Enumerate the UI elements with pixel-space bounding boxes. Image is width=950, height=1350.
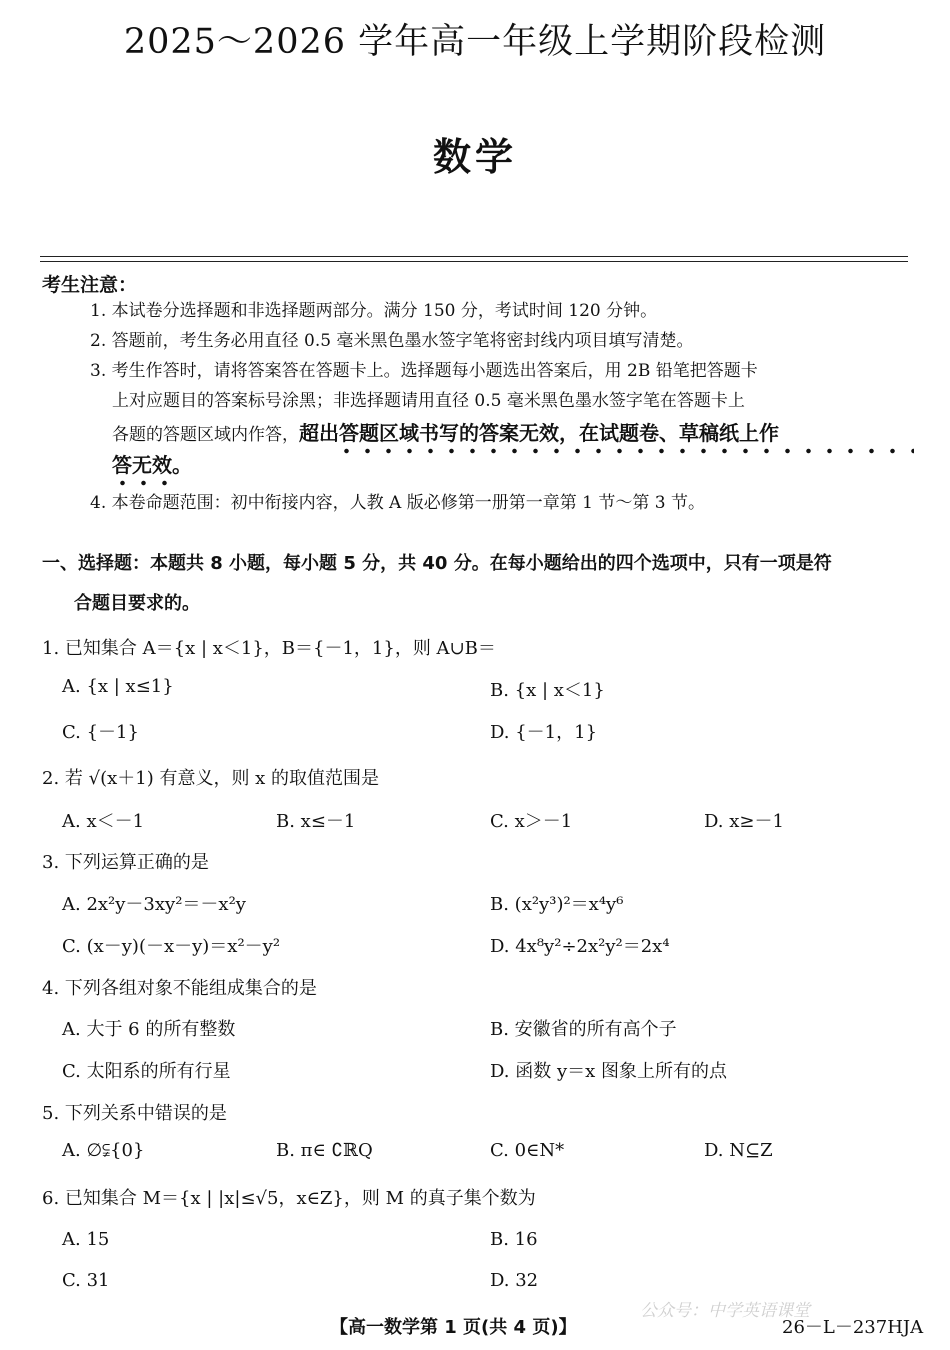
- notice-item-3-line-3: [112, 418, 779, 450]
- q1-option-d[interactable]: D. {－1，1}: [490, 722, 598, 743]
- q1-option-b[interactable]: B. {x | x＜1}: [490, 680, 605, 701]
- divider-top: [40, 256, 908, 257]
- q6-option-a[interactable]: A. 15: [62, 1229, 110, 1250]
- q2-option-a[interactable]: A. x＜－1: [62, 811, 145, 832]
- notice-heading: 考生注意：: [42, 274, 138, 296]
- q3-option-a[interactable]: A. 2x²y－3xy²＝－x²y: [62, 894, 246, 915]
- q4-option-d[interactable]: D. 函数 y＝x 图象上所有的点: [490, 1061, 727, 1082]
- watermark: 公众号：中学英语课堂: [640, 1301, 810, 1321]
- notice-item-2: 2. 答题前，考生务必用直径 0.5 毫米黑色墨水签字笔将密封线内项目填写清楚。: [90, 331, 694, 351]
- emphasis-dots-1: [336, 448, 914, 454]
- question-5: 5. 下列关系中错误的是: [42, 1103, 227, 1124]
- q1-option-c[interactable]: C. {－1}: [62, 722, 139, 743]
- question-4: 4. 下列各组对象不能组成集合的是: [42, 978, 317, 999]
- q1-option-a[interactable]: A. {x | x≤1}: [62, 676, 174, 697]
- q6-option-d[interactable]: D. 32: [490, 1270, 539, 1291]
- notice-item-3-line-2: 上对应题目的答案标号涂黑；非选择题请用直径 0.5 毫米黑色墨水签字笔在答题卡上: [112, 391, 745, 411]
- divider-bottom: [40, 261, 908, 262]
- notice-item-4: 4. 本卷命题范围：初中衔接内容，人教 A 版必修第一册第一章第 1 节～第 3 节。: [90, 493, 705, 513]
- q3-option-b[interactable]: B. (x²y³)²＝x⁴y⁶: [490, 894, 624, 915]
- q4-option-b[interactable]: B. 安徽省的所有高个子: [490, 1019, 677, 1040]
- q5-option-d[interactable]: D. N⊆Z: [704, 1140, 773, 1161]
- emphasis-dots-2: [112, 480, 178, 486]
- page-title: 2025～2026 学年高一年级上学期阶段检测: [123, 22, 827, 62]
- q6-option-c[interactable]: C. 31: [62, 1270, 110, 1291]
- question-6: 6. 已知集合 M＝{x | |x|≤√5，x∈Z}，则 M 的真子集个数为: [42, 1188, 536, 1209]
- notice-item-3-line-4: [112, 450, 192, 482]
- notice-emphasis: 超出答题区域书写的答案无效，在试题卷、草稿纸上作: [299, 421, 779, 445]
- section-heading-cont: 合题目要求的。: [74, 593, 200, 614]
- notice-item-1: 1. 本试卷分选择题和非选择题两部分。满分 150 分，考试时间 120 分钟。: [90, 301, 658, 321]
- q3-option-d[interactable]: D. 4x⁸y²÷2x²y²＝2x⁴: [490, 936, 670, 957]
- q4-option-a[interactable]: A. 大于 6 的所有整数: [62, 1019, 236, 1040]
- q6-option-b[interactable]: B. 16: [490, 1229, 538, 1250]
- section-heading: 一、选择题：本题共 8 小题，每小题 5 分，共 40 分。在每小题给出的四个选项中，只有一项是符: [42, 553, 832, 574]
- q5-option-b[interactable]: B. π∈ ∁ℝQ: [276, 1140, 373, 1161]
- notice-emphasis-end: 答无效。: [112, 453, 192, 477]
- q2-option-c[interactable]: C. x＞－1: [490, 811, 573, 832]
- notice-item-3-text: 各题的答题区域内作答，: [112, 425, 299, 445]
- q3-option-c[interactable]: C. (x－y)(－x－y)＝x²－y²: [62, 936, 281, 957]
- question-3: 3. 下列运算正确的是: [42, 852, 209, 873]
- page-number: 【高一数学第 1 页(共 4 页)】: [330, 1317, 577, 1338]
- q2-option-b[interactable]: B. x≤－1: [276, 811, 356, 832]
- q5-option-a[interactable]: A. ∅⫋{0}: [62, 1140, 145, 1161]
- subject-title: 数学: [432, 135, 517, 179]
- notice-item-3: 3. 考生作答时，请将答案答在答题卡上。选择题每小题选出答案后，用 2B 铅笔把答题卡: [90, 361, 758, 381]
- q2-option-d[interactable]: D. x≥－1: [704, 811, 784, 832]
- question-1: 1. 已知集合 A＝{x | x＜1}，B＝{－1，1}，则 A∪B＝: [42, 638, 496, 659]
- question-2: 2. 若 √(x＋1) 有意义，则 x 的取值范围是: [42, 768, 380, 789]
- paper-code: 26－L－237HJA: [782, 1317, 924, 1338]
- q4-option-c[interactable]: C. 太阳系的所有行星: [62, 1061, 231, 1082]
- q5-option-c[interactable]: C. 0∈N*: [490, 1140, 565, 1161]
